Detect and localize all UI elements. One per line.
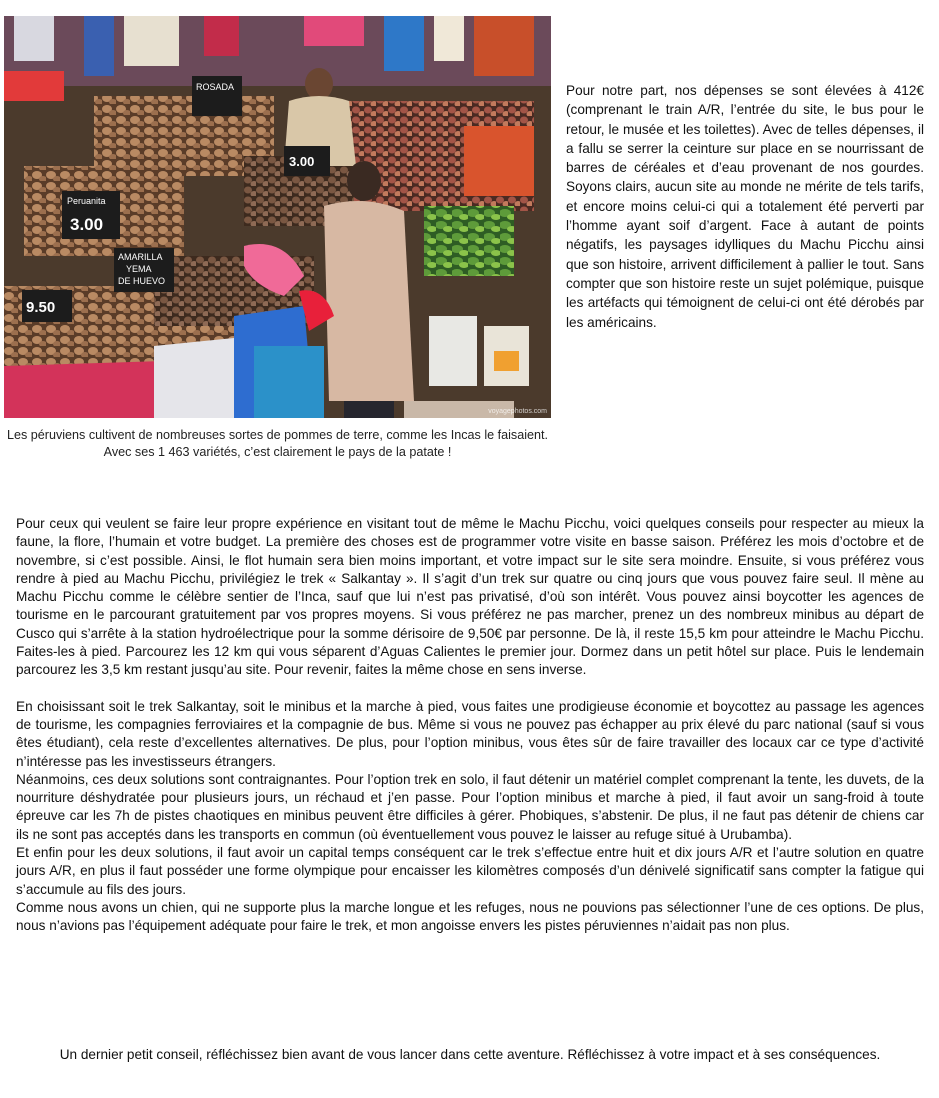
paragraph-conseils: Pour ceux qui veulent se faire leur propre expérience en visitant tout de même le Machu Picchu, voici quelques conseils pour respecter au mieux la faune, la flore, l’humain et votre budget. La première des choses est de programmer votre visite en basse saison. Préférez les mois d’octobre et de novembre, si c’est possible. Ainsi, le flot humain sera bien moins important, et votre impact sur le site sera moindre. Ensuite, si vous préférez vous rendre à pied au Machu Picchu, privilégiez le trek « Salkantay ». Il s’agit d’un trek sur quatre ou cinq jours que vous pouvez faire seul. Il mène au Machu Picchu comme le célèbre sentier de l’Inca, sauf que lui n’est pas privatisé, d’où son intérêt. Vous pouvez ainsi boycotter les agences de tourisme en le parcourant gratuitement par vos propres moyens. Si vous préférez ne pas marcher, prenez un des nombreux minibus au départ de Cusco qui s’arrête à la station hydroélectrique pour la somme dérisoire de 9,50€ par personne. De là, il reste 15,5 km pour atteindre le Machu Picchu. Faites-les à pied. Parcourez les 12 km qui vous séparent d’Aguas Calientes le premier jour. Dormez dans un petit hôtel sur place. Puis le lendemain parcourez les 3,5 km restant jusqu’au site. Pour revenir, faites la même chose en sens inverse. — [16, 516, 924, 678]
article-body — [16, 515, 924, 936]
photo-caption: Les péruviens cultivent de nombreuses sortes de pommes de terre, comme les Incas le faisaient. Avec ses 1 463 variétés, c’est clairement le pays de la patate ! — [6, 428, 549, 459]
market-photo — [4, 16, 551, 418]
sign-left-price: 9.50 — [26, 299, 56, 316]
market-photo-illustration — [4, 16, 551, 418]
paragraph-alternatives: En choisissant soit le trek Salkantay, soit le minibus et la marche à pied, vous faites une prodigieuse économie et boycottez au passage les agences de tourisme, les compagnies ferroviaires et la compagnie de bus. Même si vous ne pouvez pas échapper au prix élevé du parc national (sauf si vous êtes étudiant), cela reste d’excellentes alternatives. De plus, pour l’option minibus, vous êtes sûr de faire travailler des locaux car ce type d’activité n’intéresse pas les investisseurs étrangers. — [16, 698, 924, 769]
sign-amarilla-label: AMARILLA — [118, 252, 163, 262]
paragraph-chien: Comme nous avons un chien, qui ne supporte plus la marche longue et les refuges, nous ne pouvions pas sélectionner l’une de ces options. De plus, nous n’avions pas l’équipement adéquate pour faire le trek, et mon angoisse envers les pistes péruviennes n’aidait pas non plus. — [16, 899, 924, 934]
sign-peruanita-label: Peruanita — [67, 196, 106, 206]
paragraph-contraintes: Néanmoins, ces deux solutions sont contraignantes. Pour l’option trek en solo, il faut détenir un matériel complet comprenant la tente, les duvets, de la nourriture déshydratée pour plusieurs jours, un réchaud et j’en passe. Pour l’option minibus et marche à pied, il faut avoir un sang-froid à toute épreuve car les 7h de pistes chaotiques en minibus peuvent être difficiles à gérer. Phobiques, s’abstenir. De plus, il ne faut pas détenir de chiens car ils ne sont pas acceptés dans les transports en commun (où éventuellement vous pouvez le laisser au refuge situé à Urubamba). — [16, 771, 924, 842]
sign-peruanita-price: 3.00 — [70, 215, 104, 234]
sign-dehuevo-label: DE HUEVO — [118, 276, 166, 286]
sign-yema-label: YEMA — [126, 264, 152, 274]
side-paragraph: Pour notre part, nos dépenses se sont élevées à 412€ (comprenant le train A/R, l’entrée du site, le bus pour le retour, le musée et les toilettes). Avec de telles dépenses, il a fallu se serrer la ceinture sur place en se nourrissant de barres de céréales et d’eau provenant de nos gourdes. Soyons clairs, aucun site au monde ne mérite de tels tarifs, et encore moins celui-ci qui a totalement été perverti par l’homme ayant soif d’argent. Face à autant de points négatifs, les paysages idylliques du Machu Picchu ainsi que son histoire, arrivent difficilement à pallier le tout. Sans compter que son histoire reste un sujet polémique, puisque les artéfacts qui témoignent de celui-ci ont été dérobés par les américains. — [566, 83, 924, 330]
sign-rosada-label: ROSADA — [196, 82, 235, 92]
photo-watermark: voyagephotos.com — [488, 408, 547, 415]
sign-mid-price: 3.00 — [289, 154, 315, 169]
paragraph-capital-temps: Et enfin pour les deux solutions, il faut avoir un capital temps conséquent car le trek s’effectue entre huit et dix jours A/R et l’autre solution en quatre jours A/R, en plus il faut posséder une forme olympique pour encaisser les kilomètres composés d’un dénivelé significatif sans compter la fatigue qui s’accumule au fils des jours. — [16, 845, 924, 897]
closing-advice: Un dernier petit conseil, réfléchissez bien avant de vous lancer dans cette aventure. Réfléchissez à votre impact et à ses conséquences. — [59, 1047, 881, 1062]
